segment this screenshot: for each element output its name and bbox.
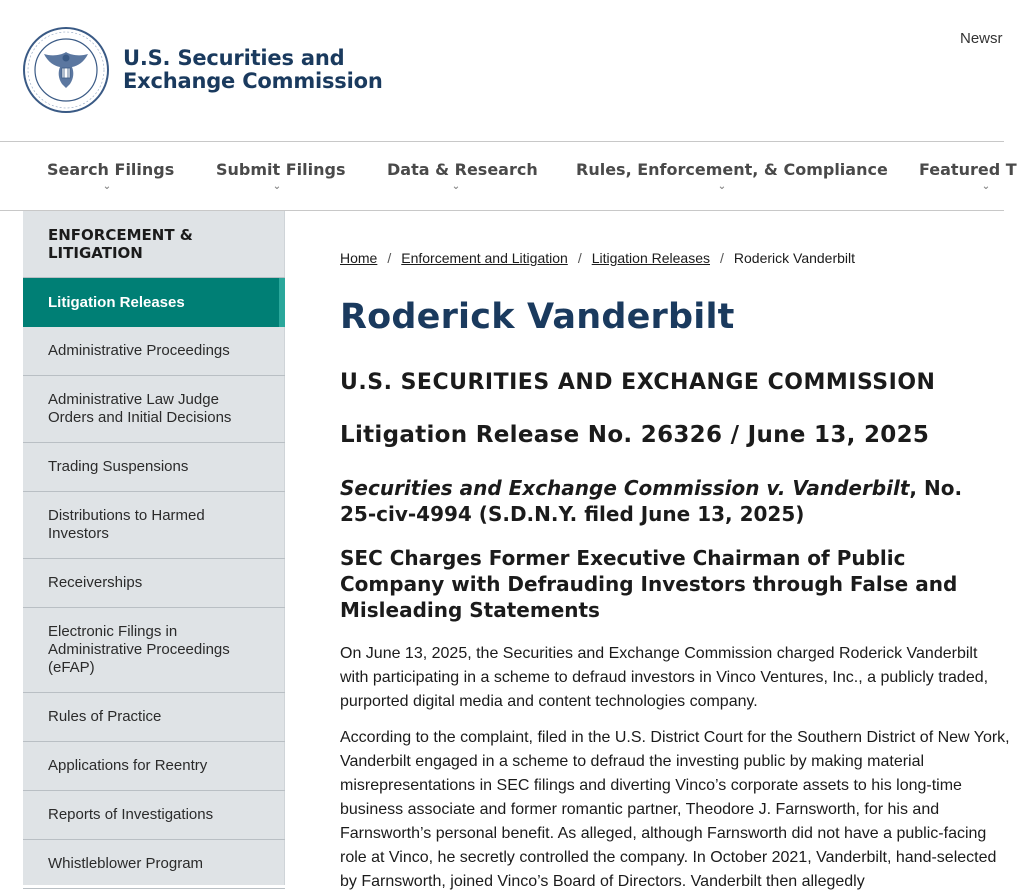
breadcrumb-home[interactable]: Home — [340, 250, 378, 266]
breadcrumb-separator: / — [577, 250, 582, 266]
release-headline: SEC Charges Former Executive Chairman of Public Company with Defrauding Investors through False and Misleading Statements — [340, 546, 958, 622]
chevron-down-icon: ⌄ — [717, 181, 727, 192]
breadcrumb-separator: / — [720, 250, 724, 266]
breadcrumb-litigation-releases[interactable]: Litigation Releases — [591, 250, 710, 266]
sidebar-item-trading-suspensions[interactable]: Trading Suspensions — [23, 443, 285, 492]
nav-label: Data & Research — [387, 160, 538, 179]
brand-line-2: Exchange Commission — [123, 69, 383, 93]
brand-line-1: U.S. Securities and — [123, 46, 345, 70]
nav-rules-enforcement[interactable] — [576, 160, 888, 192]
newsroom-link[interactable]: Newsr — [960, 30, 1003, 47]
chevron-down-icon: ⌄ — [451, 181, 461, 192]
sidebar-heading[interactable]: ENFORCEMENT & LITIGATION — [23, 211, 285, 278]
chevron-down-icon: ⌄ — [272, 181, 282, 192]
nav-label: Search Filings — [47, 160, 175, 179]
site-brand[interactable] — [123, 47, 383, 93]
case-caption — [340, 475, 1004, 527]
body-paragraph-2: According to the complaint, filed in the U.S. District Court for the Southern District of New York, Vanderbilt engaged in a scheme to defraud the investing public by making material misrepresentations in SEC filings and diverting Vinco’s corporate assets to his long-time business associate and former romantic partner, Theodore J. Farnsworth, for his and Farnsworth’s personal benefit. As alleged, although Farnsworth did not have a public-facing role at Vinco, he secretly controlled the company. In October 2021, Vanderbilt, hand-selected by Farnsworth, joined Vinco’s Board of Directors. Vanderbilt then allegedly — [340, 729, 1010, 890]
page-title: Roderick Vanderbilt — [340, 297, 735, 337]
main-nav — [0, 142, 1017, 211]
sidebar-item-distributions[interactable]: Distributions to Harmed Investors — [23, 492, 285, 559]
chevron-down-icon: ⌄ — [981, 181, 991, 192]
sidebar-item-administrative-proceedings[interactable]: Administrative Proceedings — [23, 327, 285, 376]
nav-featured[interactable] — [919, 160, 1017, 192]
breadcrumb-current: Roderick Vanderbilt — [733, 250, 856, 266]
release-number-heading: Litigation Release No. 26326 / June 13, 2025 — [340, 422, 930, 448]
sidebar-item-rules-of-practice[interactable]: Rules of Practice — [23, 693, 285, 742]
sidebar-item-efap[interactable]: Electronic Filings in Administrative Proceedings (eFAP) — [23, 608, 285, 693]
sidebar-item-alj-orders[interactable]: Administrative Law Judge Orders and Initial Decisions — [23, 376, 285, 443]
sidebar-item-reports-investigations[interactable]: Reports of Investigations — [23, 791, 285, 840]
main-content — [340, 211, 1010, 890]
agency-heading: U.S. SECURITIES AND EXCHANGE COMMISSION — [340, 370, 936, 395]
chevron-down-icon: ⌄ — [102, 181, 112, 192]
case-name: Securities and Exchange Commission v. Vanderbilt — [340, 476, 910, 500]
nav-label: Submit Filings — [216, 160, 346, 179]
sidebar-item-receiverships[interactable]: Receiverships — [23, 559, 285, 608]
breadcrumb — [340, 250, 855, 266]
nav-search-filings[interactable] — [47, 160, 175, 192]
sidebar-item-applications-reentry[interactable]: Applications for Reentry — [23, 742, 285, 791]
breadcrumb-separator: / — [387, 250, 392, 266]
nav-label: Rules, Enforcement, & Compliance — [576, 160, 888, 179]
nav-label: Featured T — [919, 160, 1017, 179]
body-paragraph-1: On June 13, 2025, the Securities and Exchange Commission charged Roderick Vanderbilt with participating in a scheme to defraud investors in Vinco Ventures, Inc., a publicly traded, purported digital media and content technologies company. — [340, 645, 989, 710]
site-header — [0, 0, 1004, 142]
sidebar-item-litigation-releases[interactable]: Litigation Releases — [23, 278, 285, 327]
sec-seal-icon[interactable] — [22, 26, 110, 114]
section-sidebar — [23, 211, 285, 885]
case-detail: , No. 25-civ-4994 (S.D.N.Y. filed June 13, 2025) — [340, 476, 963, 526]
nav-submit-filings[interactable] — [216, 160, 346, 192]
breadcrumb-enforcement[interactable]: Enforcement and Litigation — [401, 250, 568, 266]
sidebar-item-whistleblower[interactable]: Whistleblower Program — [23, 840, 285, 889]
nav-data-research[interactable] — [387, 160, 538, 192]
